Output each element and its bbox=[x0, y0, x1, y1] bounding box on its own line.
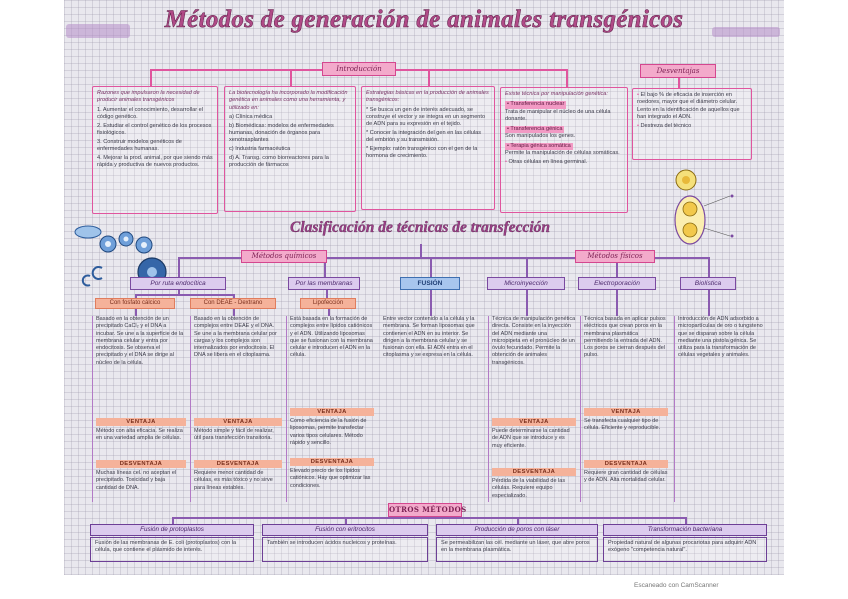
bacterial-transformation-desc: Propiedad natural de algunas procariotas para adquirir ADN exógeno "competencia natural". bbox=[603, 537, 767, 562]
vesicle-shape bbox=[93, 267, 102, 279]
erythrocyte-fusion-heading: Fusión con eritrocitos bbox=[262, 524, 428, 536]
reasons-item: 4. Mejorar la prod. animal, por que siendo más rápida y productiva de nuevos productos. bbox=[97, 154, 213, 168]
method-disadvantage: Elevado precio de los lípidos catiónicos. Hay que optimizar las condiciones. bbox=[290, 468, 371, 489]
classification-connector bbox=[708, 257, 710, 277]
method-description: Entre vector contenido a la célula y la membrana. Se forman liposomas que contienen el ADN en su interior. Se dirigen a la membrana celular y se fusionan con ella. El ADN entra en el citoplasma y se expresa en la célula. bbox=[383, 316, 475, 359]
technique-name: • Terapia génica somática bbox=[505, 143, 573, 150]
scanner-watermark: Escaneado con CamScanner bbox=[634, 582, 719, 589]
techniques-note: • Otras células en línea germinal. bbox=[505, 159, 623, 166]
technique-desc: Son manipulados los genes. bbox=[505, 132, 576, 139]
membranes-route-label: Por las membranas bbox=[288, 277, 360, 290]
disadvantage-heading: DESVENTAJA bbox=[290, 458, 374, 466]
technique-desc: Permite la manipulación de células somáticas. bbox=[505, 149, 620, 156]
disadvantages-box bbox=[632, 88, 752, 160]
method-advantage: Se transfecta cualquier tipo de célula. Eficiente y reproducible. bbox=[584, 418, 661, 432]
deae-dextran-label: Con DEAE - Dextrano bbox=[190, 298, 276, 309]
physical-methods-label: Métodos físicos bbox=[575, 250, 655, 263]
nucleus-shape bbox=[682, 176, 690, 184]
sub-connector bbox=[135, 294, 234, 296]
intro-connector bbox=[566, 69, 568, 87]
protoplast-fusion-desc: Fusión de las membranas de E. coli (protoplastos) con la célula, que contiene el plásmido de interés. bbox=[90, 537, 254, 562]
method-column-fusion bbox=[380, 316, 480, 502]
reasons-box bbox=[92, 86, 218, 214]
intro-connector bbox=[290, 69, 292, 86]
method-description: Basado en la obtención de complejos entre DEAE y el DNA. Se une a la membrana celular por cargas y los complejos son internalizados por endocitosis. El DNA se libera en el citoplasma. bbox=[194, 316, 277, 359]
erythrocyte-fusion-desc: También se introducen ácidos nucleicos y proteínas. bbox=[262, 537, 428, 562]
disadvantages-connector bbox=[678, 77, 680, 88]
applications-item: d) A. Transg. como biorreactores para la producción de fármacos bbox=[229, 154, 329, 168]
technique-item bbox=[505, 142, 623, 158]
other-methods-connector bbox=[172, 517, 686, 519]
laser-pores-heading: Producción de poros con láser bbox=[436, 524, 598, 536]
method-column-calcium-phosphate bbox=[92, 316, 186, 502]
reasons-item: 1. Aumentar el conocimiento, desarrollar el código genético. bbox=[97, 106, 204, 120]
advantage-heading: VENTAJA bbox=[492, 418, 576, 426]
technique-name: • Transferencia nuclear bbox=[505, 101, 566, 108]
chemical-methods-label: Métodos químicos bbox=[241, 250, 327, 263]
particle-dot bbox=[731, 195, 734, 198]
method-advantage: Puede determinarse la cantidad de ADN que se introduce y es muy eficiente. bbox=[492, 428, 570, 449]
disadvantages-label: Desventajas bbox=[640, 64, 716, 78]
page-title: Métodos de generación de animales transgénicos bbox=[164, 6, 684, 33]
strategies-item: * Ejemplo: ratón transgénico con el gen de la hormona de crecimiento. bbox=[366, 145, 478, 160]
cell-shape bbox=[75, 226, 101, 238]
sub-connector bbox=[328, 309, 330, 316]
method-column-deae-dextran bbox=[190, 316, 282, 502]
classification-connector bbox=[178, 257, 180, 277]
electroporation-label: Electroporación bbox=[578, 277, 656, 290]
other-methods-connector bbox=[345, 517, 347, 524]
strategies-item: * Se busca un gen de interés adecuado, se construye el vector y se integra en un segmento de ADN para su expresión en el tejido. bbox=[366, 106, 486, 128]
cell-diagram-icon bbox=[664, 166, 744, 250]
method-description: Técnica basada en aplicar pulsos eléctricos que crean poros en la membrana plasmática permitiendo la entrada del ADN. Los poros se cierran después del pulso. bbox=[584, 316, 666, 359]
disadvantage-heading: DESVENTAJA bbox=[194, 460, 282, 468]
reasons-heading: Razones que impulsaron la necesidad de producir animales transgénicos bbox=[97, 90, 200, 104]
disadvantage-heading: DESVENTAJA bbox=[492, 468, 576, 476]
vesicle-shape bbox=[83, 276, 90, 286]
disadvantage-item: • Destreza del técnico bbox=[637, 123, 747, 130]
microinjection-label: Microinyección bbox=[487, 277, 565, 290]
method-disadvantage: Requiere gran cantidad de células y de ADN. Alta mortalidad celular. bbox=[584, 470, 668, 484]
classification-connector bbox=[430, 257, 432, 277]
nucleus-shape bbox=[147, 267, 157, 277]
strategies-heading: Estrategias básicas en la producción de animales transgénicos: bbox=[366, 90, 489, 104]
particle-dot bbox=[731, 235, 734, 238]
method-column-biolistics bbox=[674, 316, 764, 502]
other-methods-connector bbox=[517, 517, 519, 524]
sub-connector bbox=[616, 290, 618, 316]
applications-heading: La biotecnología ha incorporado la modificación genética en animales como una herramienta, y utilizado en: bbox=[229, 90, 348, 111]
laser-pores-desc: Se permeabilizan las cél. mediante un láser, que abre poros en la membrana plasmática. bbox=[436, 537, 598, 562]
intro-label: Introducción bbox=[322, 62, 396, 76]
applications-item: b) Biomédicas: modelos de enfermedades humanas, donación de órganos para xenotrasplantes bbox=[229, 122, 334, 144]
nucleus-shape bbox=[124, 237, 129, 242]
nucleus-shape bbox=[105, 241, 111, 247]
applications-box bbox=[224, 86, 356, 212]
sub-connector bbox=[526, 290, 528, 316]
nucleus-shape bbox=[683, 223, 697, 237]
pointer-line bbox=[704, 228, 730, 236]
method-description: Basado en la obtención de un precipitado CaCl₂ y el DNA a incubar. Se une a la superficie de la membrana celular y entra por endocitosis. Se observa el precipitado y el DNA se dirige al núcleo de la célula. bbox=[96, 316, 184, 366]
method-disadvantage: Pérdida de la viabilidad de las células. Requiere equipo especializado. bbox=[492, 478, 566, 499]
technique-name: • Transferencia génica bbox=[505, 126, 564, 133]
other-methods-label: OTROS MÉTODOS bbox=[388, 503, 462, 517]
advantage-heading: VENTAJA bbox=[290, 408, 374, 416]
classification-title: Clasificación de técnicas de transfección bbox=[289, 219, 551, 236]
biolistics-label: Biolística bbox=[680, 277, 736, 290]
protoplast-fusion-heading: Fusión de protoplastos bbox=[90, 524, 254, 536]
bacterial-transformation-heading: Transformación bacteriana bbox=[603, 524, 767, 536]
applications-item: c) Industria farmacéutica bbox=[229, 145, 291, 152]
disadvantage-heading: DESVENTAJA bbox=[584, 460, 668, 468]
method-advantage: Método simple y fácil de realizar, útil para transfección transitoria. bbox=[194, 428, 274, 442]
method-advantage: Como eficiencia de la fusión de liposomas, permite transfectar varios tipos celulares. Método rápido y sencillo. bbox=[290, 418, 367, 446]
disadvantage-heading: DESVENTAJA bbox=[96, 460, 186, 468]
reasons-item: 2. Estudiar el control genético de los procesos fisiológicos. bbox=[97, 122, 212, 136]
sub-connector bbox=[708, 290, 710, 316]
sub-connector bbox=[326, 290, 328, 298]
techniques-box bbox=[500, 87, 628, 213]
method-disadvantage: Requiere menor cantidad de células, es más tóxico y no sirve para líneas estables. bbox=[194, 470, 273, 491]
method-disadvantage: Muchas líneas cel. no aceptan el precipitado. Toxicidad y baja cantidad de DNA. bbox=[96, 470, 177, 491]
endocytic-route-label: Por ruta endocítica bbox=[130, 277, 226, 290]
reasons-item: 3. Construir modelos genéticos de enfermedades humanas. bbox=[97, 138, 182, 152]
other-methods-connector bbox=[172, 517, 174, 524]
advantage-heading: VENTAJA bbox=[194, 418, 282, 426]
intro-connector bbox=[150, 69, 152, 86]
classification-connector bbox=[420, 244, 422, 257]
fusion-label: FUSIÓN bbox=[400, 277, 460, 290]
sub-connector bbox=[430, 290, 432, 316]
calcium-phosphate-label: Con fosfato cálcico bbox=[95, 298, 175, 309]
method-description: Está basada en la formación de complejos entre lípidos catiónicos y el ADN. Utilizando liposomas que se fusionan con la membrana celular e introducen el ADN en la célula. bbox=[290, 316, 373, 359]
method-description: Introducción de ADN adsorbido a micropartículas de oro o tungsteno que se disparan sobre la célula mediante una pistola génica. Se utiliza para la transformación de células vegetales y animales. bbox=[678, 316, 763, 359]
method-column-microinjection bbox=[488, 316, 576, 502]
strategies-item: * Conocer la integración del gen en las células del embrión y su transmisión. bbox=[366, 129, 482, 144]
method-column-electroporation bbox=[580, 316, 668, 502]
nucleus-shape bbox=[141, 242, 147, 248]
disadvantage-item: • El bajo % de eficacia de inserción en roedores, mayor que el diámetro celular. Lento en la identificación de aquellos que han integrado el ADN. bbox=[637, 92, 747, 121]
classification-connector bbox=[526, 257, 528, 277]
technique-item bbox=[505, 125, 623, 141]
sub-connector bbox=[233, 309, 235, 316]
technique-desc: Trata de manipular el núcleo de una célula donante. bbox=[505, 108, 611, 122]
method-description: Técnica de manipulación genética directa. Consiste en la inyección del ADN mediante una micropipeta en el pronúcleo de un óvulo fecundado. Permite la obtención de animales transgénicos. bbox=[492, 316, 576, 366]
method-advantage: Método con alta eficacia. Se realiza en una variedad amplia de células. bbox=[96, 428, 183, 442]
advantage-heading: VENTAJA bbox=[96, 418, 186, 426]
advantage-heading: VENTAJA bbox=[584, 408, 668, 416]
applications-item: a) Clínica médica bbox=[229, 113, 273, 120]
techniques-heading: Existe técnica por manipulación genética: bbox=[505, 91, 608, 97]
technique-item bbox=[505, 100, 623, 123]
sub-connector bbox=[135, 309, 137, 316]
pointer-line bbox=[704, 196, 730, 206]
lipofection-label: Lipofección bbox=[300, 298, 356, 309]
other-methods-connector bbox=[685, 517, 687, 524]
strategies-box bbox=[361, 86, 495, 210]
method-column-lipofection bbox=[286, 316, 374, 502]
intro-connector bbox=[428, 69, 430, 86]
nucleus-shape bbox=[683, 202, 697, 216]
